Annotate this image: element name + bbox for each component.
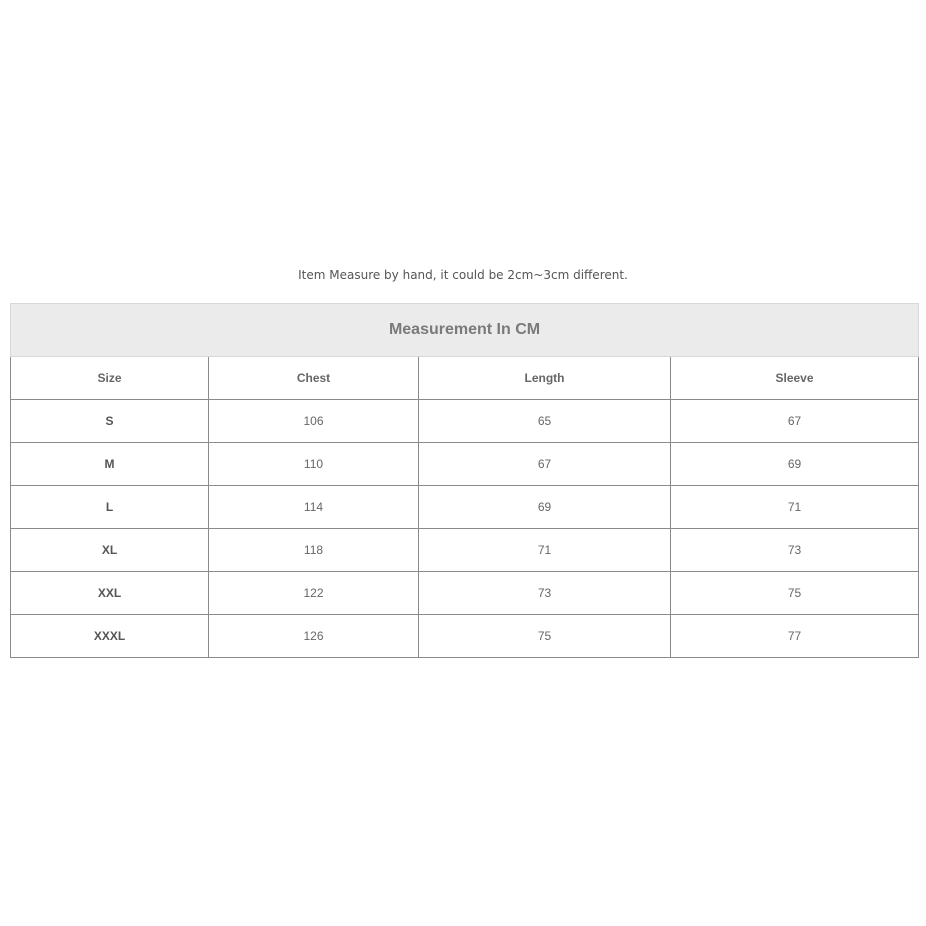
size-cell: M (11, 443, 209, 486)
table-header-row (11, 357, 919, 400)
length-cell: 71 (419, 529, 671, 572)
sleeve-cell: 77 (671, 615, 919, 658)
size-cell: L (11, 486, 209, 529)
sleeve-cell: 69 (671, 443, 919, 486)
header-chest: Chest (209, 357, 419, 400)
chest-cell: 126 (209, 615, 419, 658)
table-row (11, 615, 919, 658)
size-cell: XL (11, 529, 209, 572)
sleeve-cell: 67 (671, 400, 919, 443)
sleeve-cell: 73 (671, 529, 919, 572)
length-cell: 65 (419, 400, 671, 443)
chest-cell: 118 (209, 529, 419, 572)
table-title-row (11, 304, 919, 357)
length-cell: 67 (419, 443, 671, 486)
table-row (11, 572, 919, 615)
table-row (11, 400, 919, 443)
header-size: Size (11, 357, 209, 400)
size-chart-table (10, 303, 919, 658)
chest-cell: 122 (209, 572, 419, 615)
chest-cell: 106 (209, 400, 419, 443)
table-title: Measurement In CM (11, 304, 919, 357)
length-cell: 73 (419, 572, 671, 615)
header-sleeve: Sleeve (671, 357, 919, 400)
chest-cell: 114 (209, 486, 419, 529)
size-cell: XXXL (11, 615, 209, 658)
chest-cell: 110 (209, 443, 419, 486)
table-row (11, 443, 919, 486)
sleeve-cell: 75 (671, 572, 919, 615)
length-cell: 69 (419, 486, 671, 529)
size-cell: XXL (11, 572, 209, 615)
table-row (11, 529, 919, 572)
sleeve-cell: 71 (671, 486, 919, 529)
size-cell: S (11, 400, 209, 443)
measurement-note: Item Measure by hand, it could be 2cm~3cm different. (298, 268, 628, 282)
table-row (11, 486, 919, 529)
header-length: Length (419, 357, 671, 400)
length-cell: 75 (419, 615, 671, 658)
